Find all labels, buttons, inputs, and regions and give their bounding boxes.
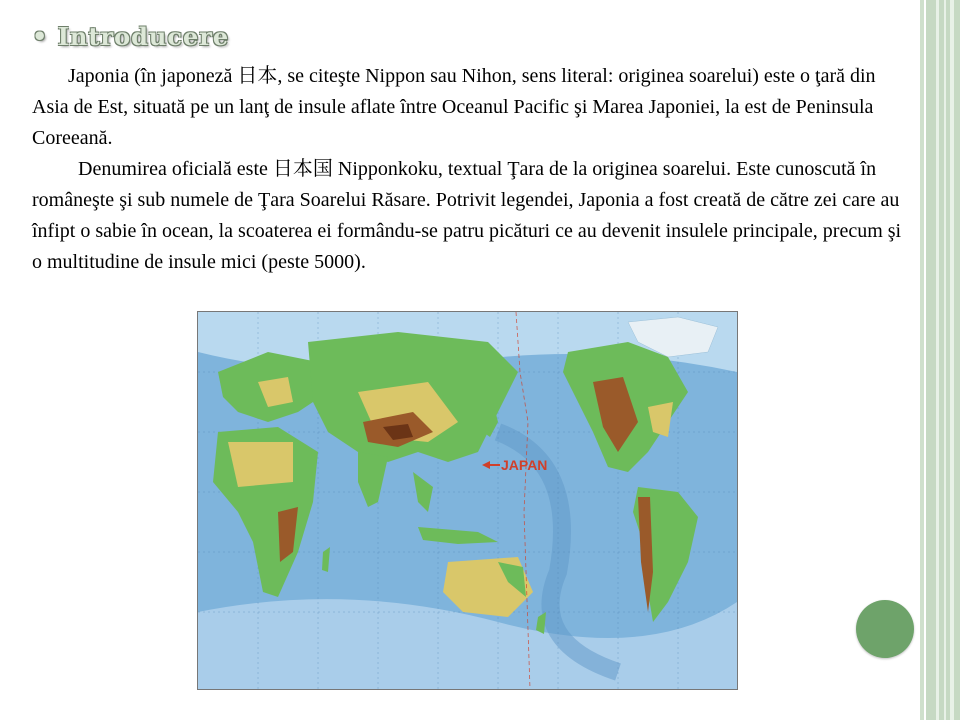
- frame-stripe-6: [950, 0, 954, 720]
- paragraph-intro: Japonia (în japoneză 日本, se citeşte Nippon sau Nihon, sens literal: originea soarelui) este o ţară din Asia de Est, situată pe un lanţ de insule aflate între Oceanul Pacific şi Marea Japoniei, la est de Peninsula Coreeană.: [32, 65, 876, 149]
- slide-body: [32, 61, 912, 278]
- paragraph-official-name: Denumirea oficială este 日本国 Nipponkoku, textual Ţara de la originea soarelui. Este cunoscută în româneşte şi sub numele de Ţara Soarelui Răsare. Potrivit legendei, Japonia a fost creată de către zei care au înfipt o sabie în ocean, la scoaterea ei formându-se patru picături ce au devenit insulele principale, precum şi o multitudine de insule mici (peste 5000).: [32, 158, 902, 273]
- frame-stripe-5: [944, 0, 946, 720]
- frame-stripe-3: [926, 0, 960, 720]
- slide-title: • Introducere: [32, 22, 230, 51]
- japan-map-label: JAPAN: [501, 457, 548, 473]
- frame-stripe-4: [936, 0, 939, 720]
- decorative-circle: [856, 600, 914, 658]
- world-physical-map: [197, 311, 738, 690]
